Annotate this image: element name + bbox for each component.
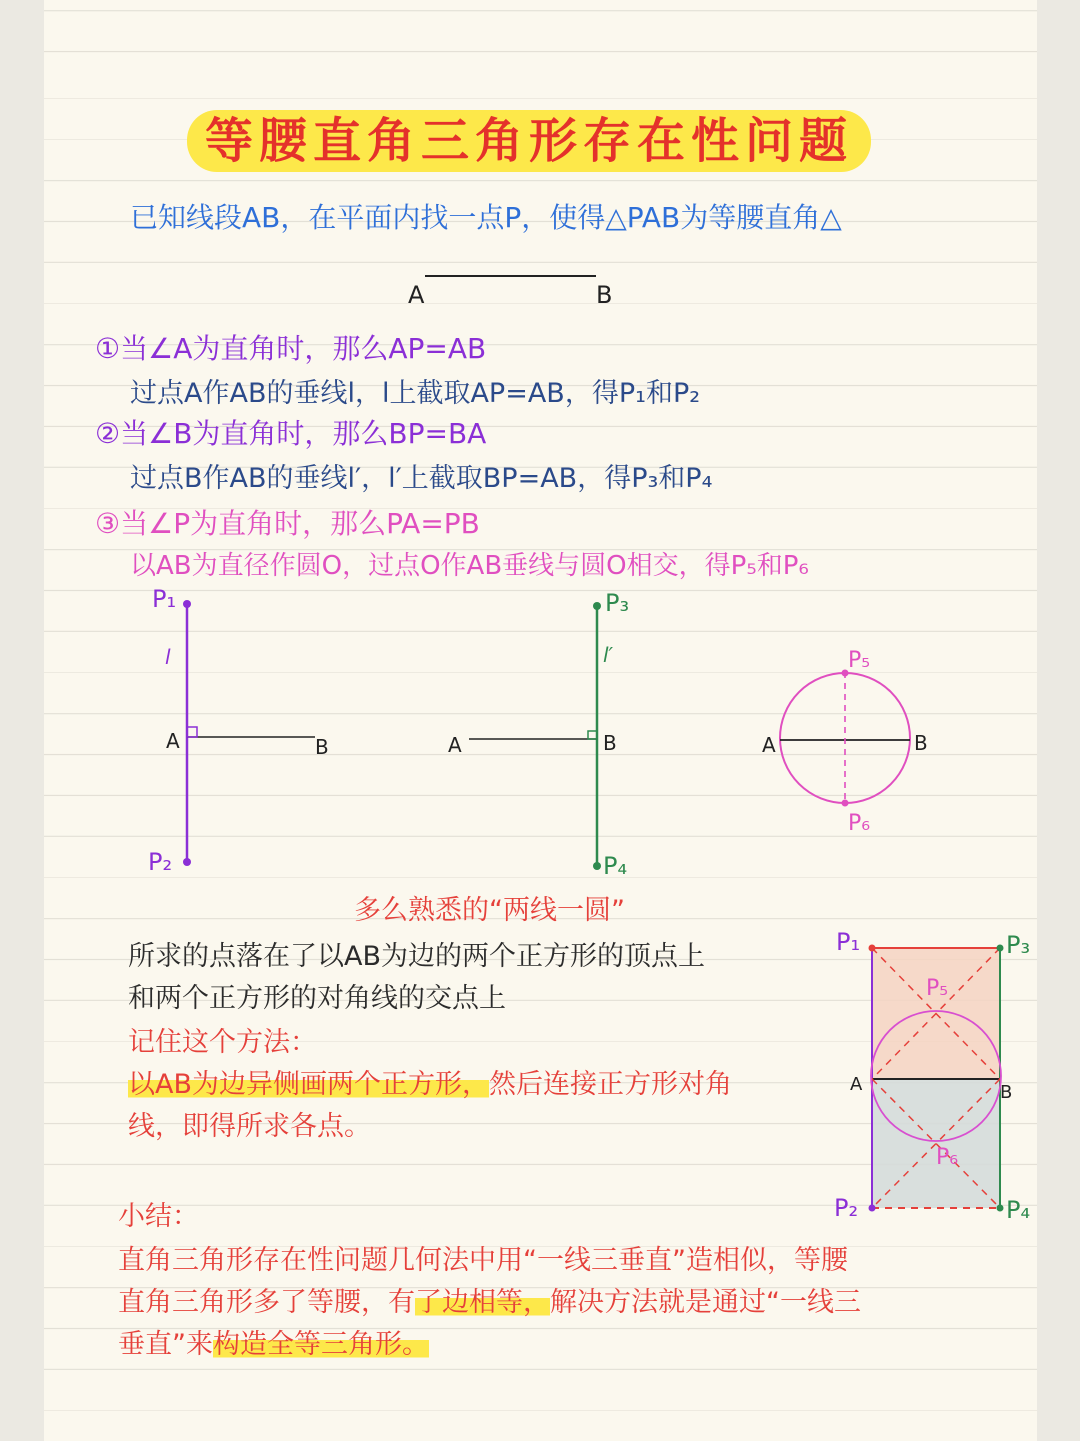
fig2-right-angle-mark bbox=[588, 731, 597, 739]
fig3-label-p6: P₆ bbox=[848, 811, 871, 836]
case2-body: 过点B作AB的垂线l′，l′上截取BP=AB，得P₃和P₄ bbox=[130, 463, 713, 494]
method-line-1-rest: 然后连接正方形对角 bbox=[489, 1069, 732, 1100]
fig4-point-p3 bbox=[997, 945, 1004, 952]
segment-label-b: B bbox=[596, 281, 613, 309]
fig3-label-p5: P₅ bbox=[848, 648, 871, 673]
fig2-label-a: A bbox=[448, 733, 462, 757]
fig3-label-b: B bbox=[914, 731, 928, 755]
fig1-label-p2: P₂ bbox=[148, 848, 173, 876]
fig1-label-l: l bbox=[165, 645, 171, 669]
fig2-label-p4: P₄ bbox=[603, 852, 628, 880]
fig3-label-a: A bbox=[762, 733, 776, 757]
case2-heading: ②当∠B为直角时，那么BP=BA bbox=[95, 417, 487, 450]
result-line-2: 和两个正方形的对角线的交点上 bbox=[128, 983, 506, 1014]
method-line-1-highlight: 以AB为边异侧画两个正方形， bbox=[128, 1069, 489, 1100]
fig2-point-p3 bbox=[593, 602, 601, 610]
fig4-label-p1: P₁ bbox=[836, 928, 861, 956]
figure-caption: 多么熟悉的“两线一圆” bbox=[354, 895, 625, 926]
fig1-point-p1 bbox=[183, 600, 191, 608]
method-heading: 记住这个方法： bbox=[128, 1027, 317, 1058]
fig4-label-p6: P₆ bbox=[936, 1145, 959, 1170]
page-title: 等腰直角三角形存在性问题 bbox=[187, 110, 871, 172]
summary-line-2 bbox=[118, 1280, 861, 1319]
fig3-point-p6 bbox=[842, 800, 849, 807]
fig2-label-b: B bbox=[603, 731, 617, 755]
fig4-label-a: A bbox=[850, 1074, 863, 1095]
summary-line-2-highlight: 了边相等， bbox=[415, 1287, 550, 1318]
summary-line-3-start: 垂直”来 bbox=[118, 1329, 213, 1360]
case1-body: 过点A作AB的垂线l，l上截取AP=AB，得P₁和P₂ bbox=[130, 378, 701, 409]
summary-line-1: 直角三角形存在性问题几何法中用“一线三垂直”造相似，等腰 bbox=[118, 1245, 848, 1276]
summary-heading: 小结： bbox=[118, 1201, 199, 1232]
fig4-point-p2 bbox=[869, 1205, 876, 1212]
fig1-label-b: B bbox=[315, 735, 329, 759]
segment-label-a: A bbox=[408, 281, 425, 309]
fig2-point-p4 bbox=[593, 862, 601, 870]
fig4-point-p1 bbox=[869, 945, 876, 952]
summary-line-2-start: 直角三角形多了等腰，有 bbox=[118, 1287, 415, 1318]
fig2-label-p3: P₃ bbox=[605, 589, 630, 617]
fig2-label-l-prime: l′ bbox=[603, 643, 614, 667]
fig4-label-p4: P₄ bbox=[1006, 1196, 1031, 1224]
fig4-point-p4 bbox=[997, 1205, 1004, 1212]
fig1-right-angle-mark bbox=[187, 727, 197, 737]
fig4-label-p5: P₅ bbox=[926, 976, 949, 1001]
fig4-label-b: B bbox=[1000, 1082, 1013, 1103]
case3-heading: ③当∠P为直角时，那么PA=PB bbox=[95, 507, 480, 540]
fig4-label-p3: P₃ bbox=[1006, 931, 1031, 959]
case1-heading: ①当∠A为直角时，那么AP=AB bbox=[95, 332, 487, 365]
problem-statement: 已知线段AB，在平面内找一点P，使得△PAB为等腰直角△ bbox=[130, 201, 842, 234]
case3-body: 以AB为直径作圆O，过点O作AB垂线与圆O相交，得P₅和P₆ bbox=[130, 551, 809, 581]
fig1-label-a: A bbox=[166, 729, 180, 753]
fig1-point-p2 bbox=[183, 858, 191, 866]
fig1-label-p1: P₁ bbox=[152, 585, 177, 613]
summary-line-3 bbox=[118, 1322, 429, 1361]
summary-line-3-highlight: 构造全等三角形。 bbox=[213, 1329, 429, 1360]
result-line-1: 所求的点落在了以AB为边的两个正方形的顶点上 bbox=[128, 941, 705, 972]
summary-line-2-end: 解决方法就是通过“一线三 bbox=[550, 1287, 861, 1318]
fig4-label-p2: P₂ bbox=[834, 1194, 859, 1222]
method-line-2: 线，即得所求各点。 bbox=[128, 1111, 371, 1142]
method-line-1 bbox=[128, 1062, 732, 1101]
